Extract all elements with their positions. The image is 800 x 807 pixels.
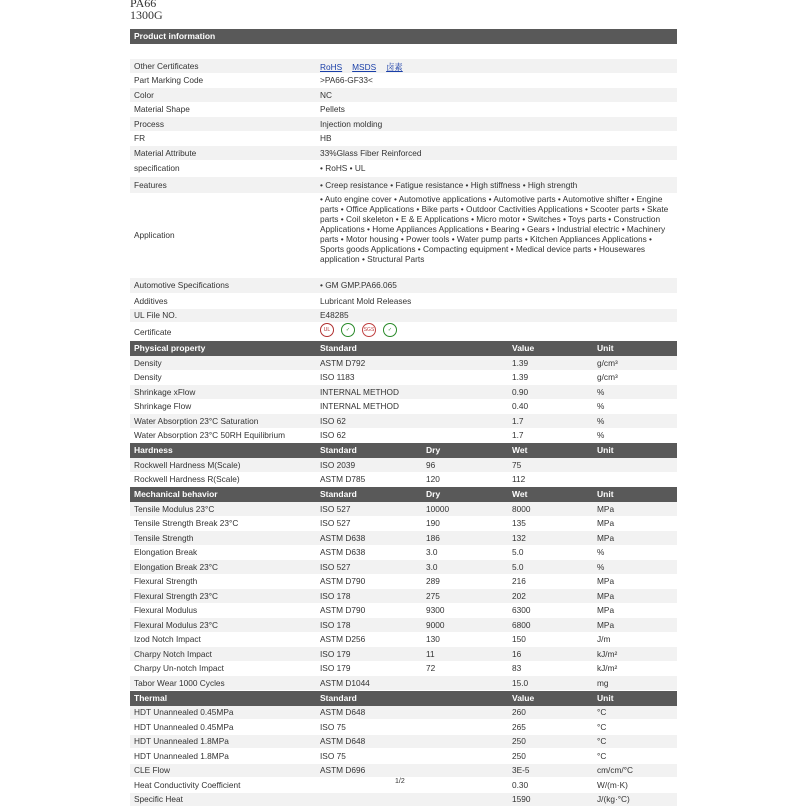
row-label: FR: [134, 133, 146, 144]
table-cell: 112: [512, 474, 526, 485]
table-cell: Water Absorption 23°C Saturation: [134, 415, 259, 426]
table-cell: Density: [134, 357, 162, 368]
table-cell: Shrinkage xFlow: [134, 386, 196, 397]
table-cell: ISO 179: [320, 648, 351, 659]
table-cell: ASTM D648: [320, 736, 366, 747]
table-cell: Rockwell Hardness R(Scale): [134, 474, 240, 485]
table-cell: g/cm³: [597, 372, 618, 383]
table-cell: ISO 2039: [320, 459, 356, 470]
table-cell: 15.0: [512, 677, 529, 688]
mechanical-row: [130, 647, 677, 662]
table-cell: ASTM D648: [320, 707, 366, 718]
table-cell: 186: [426, 532, 440, 543]
table-cell: MPa: [597, 518, 615, 529]
column-header: Unit: [597, 343, 614, 354]
table-cell: g/cm³: [597, 357, 618, 368]
certificate-link-0[interactable]: RoHS: [320, 62, 343, 72]
table-cell: 260: [512, 707, 526, 718]
mechanical-row: [130, 531, 677, 546]
table-cell: ISO 75: [320, 721, 346, 732]
column-header: Value: [512, 343, 535, 354]
document-header: [130, 0, 163, 21]
table-cell: INTERNAL METHOD: [320, 386, 399, 397]
table-cell: J/(kg·°C): [597, 794, 630, 805]
thermal-row: [130, 720, 677, 735]
table-cell: 0.90: [512, 386, 529, 397]
row-label: Automotive Specifications: [134, 280, 230, 291]
column-header: Unit: [597, 489, 614, 500]
table-cell: 9300: [426, 605, 445, 616]
info-row: [130, 88, 677, 103]
hardness-row: [130, 473, 677, 488]
mechanical-row: [130, 575, 677, 590]
mechanical-row: [130, 676, 677, 691]
table-cell: kJ/m²: [597, 648, 618, 659]
table-cell: MPa: [597, 605, 615, 616]
table-cell: Tensile Strength Break 23°C: [134, 518, 239, 529]
table-cell: 0.40: [512, 401, 529, 412]
table-cell: ISO 527: [320, 561, 351, 572]
column-header: Wet: [512, 489, 528, 500]
table-cell: Flexural Strength 23°C: [134, 590, 219, 601]
table-cell: Flexural Strength: [134, 576, 198, 587]
table-cell: Izod Notch Impact: [134, 634, 201, 645]
table-cell: Charpy Un-notch Impact: [134, 663, 224, 674]
table-cell: 216: [512, 576, 526, 587]
table-cell: Flexural Modulus 23°C: [134, 619, 219, 630]
column-header: Dry: [426, 489, 441, 500]
row-label: Part Marking Code: [134, 75, 204, 86]
table-cell: ASTM D638: [320, 532, 366, 543]
table-cell: °C: [597, 707, 607, 718]
table-cell: 130: [426, 634, 440, 645]
row-value: Injection molding: [320, 118, 383, 129]
table-cell: 289: [426, 576, 440, 587]
table-cell: Water Absorption 23°C 50RH Equilibrium: [134, 430, 286, 441]
table-cell: MPa: [597, 532, 615, 543]
row-label: Application: [134, 229, 175, 240]
certificate-badge-icon: SGS: [362, 323, 376, 337]
application-list: • Auto engine cover • Automotive applications • Automotive parts • Automotive shifter • Engine parts • Office Applications • Bike parts • Outdoor Cactivities Applications • Scooter parts • Skate parts • Coil skeleton • E & E Applications • Micro motor • Switches • Toys parts • Construction Applications • Home Appliances Applications • Bearing • Gears • Industrial electric • Machinery parts • Motor housing • Power tools • Water pump parts • Kitchen Appliances Applications • Sports goods Applications • Compacting equipment • Medical device parts • Housewares application • Structural Parts: [320, 193, 669, 264]
table-cell: %: [597, 430, 605, 441]
info-row: [130, 117, 677, 132]
table-cell: ASTM D792: [320, 357, 366, 368]
table-cell: ISO 527: [320, 518, 351, 529]
table-cell: 16: [512, 648, 522, 659]
table-cell: Shrinkage Flow: [134, 401, 192, 412]
row-value: Lubricant Mold Releases: [320, 295, 412, 306]
table-cell: Tensile Modulus 23°C: [134, 503, 215, 514]
table-cell: HDT Unannealed 0.45MPa: [134, 721, 234, 732]
table-cell: ISO 179: [320, 663, 351, 674]
column-header: Physical property: [134, 343, 206, 354]
column-header: Standard: [320, 343, 357, 354]
table-cell: ISO 75: [320, 750, 346, 761]
table-cell: %: [597, 561, 605, 572]
column-header: Thermal: [134, 692, 168, 703]
physical-row: [130, 414, 677, 429]
info-row: [130, 103, 677, 118]
mechanical-row: [130, 618, 677, 633]
section-title: Product information: [134, 31, 216, 41]
table-cell: 72: [426, 663, 436, 674]
table-cell: cm/cm/°C: [597, 765, 634, 776]
table-cell: Elongation Break: [134, 547, 198, 558]
row-label: Other Certificates: [134, 61, 199, 71]
info-row: [130, 146, 677, 161]
info-row: [130, 309, 677, 324]
hardness-row: [130, 458, 677, 473]
section-header-physical: [130, 341, 677, 356]
table-cell: Elongation Break 23°C: [134, 561, 219, 572]
table-cell: 1.39: [512, 372, 529, 383]
table-cell: HDT Unannealed 1.8MPa: [134, 736, 229, 747]
row-value: 33%Glass Fiber Reinforced: [320, 147, 422, 158]
physical-row: [130, 429, 677, 444]
table-cell: Rockwell Hardness M(Scale): [134, 459, 241, 470]
table-cell: Specific Heat: [134, 794, 183, 805]
table-cell: ASTM D790: [320, 605, 366, 616]
table-cell: HDT Unannealed 0.45MPa: [134, 707, 234, 718]
physical-row: [130, 356, 677, 371]
thermal-row: [130, 764, 677, 779]
table-cell: 3E-5: [512, 765, 530, 776]
mechanical-row: [130, 517, 677, 532]
table-cell: °C: [597, 721, 607, 732]
table-cell: 6300: [512, 605, 531, 616]
table-cell: 3.0: [426, 547, 438, 558]
table-cell: 150: [512, 634, 526, 645]
table-cell: 1.39: [512, 357, 529, 368]
datasheet: [130, 29, 677, 807]
row-certificate: [130, 323, 677, 341]
table-cell: ISO 178: [320, 590, 351, 601]
table-cell: 250: [512, 736, 526, 747]
table-cell: ISO 62: [320, 415, 346, 426]
column-header: Standard: [320, 692, 357, 703]
section-header-thermal: [130, 691, 677, 706]
table-cell: Heat Conductivity Coefficient: [134, 779, 241, 790]
table-cell: ISO 178: [320, 619, 351, 630]
table-cell: Tabor Wear 1000 Cycles: [134, 677, 225, 688]
row-value: NC: [320, 89, 332, 100]
thermal-row: [130, 735, 677, 750]
physical-row: [130, 400, 677, 415]
table-cell: ISO 62: [320, 430, 346, 441]
table-cell: 0.30: [512, 779, 529, 790]
mechanical-row: [130, 633, 677, 648]
table-cell: °C: [597, 750, 607, 761]
table-cell: J/m: [597, 634, 611, 645]
section-header-product-info: [130, 29, 677, 44]
row-label: Color: [134, 89, 154, 100]
row-value: E48285: [320, 310, 349, 321]
row-value: • GM GMP.PA66.065: [320, 280, 397, 291]
row-label: Certificate: [134, 327, 172, 338]
column-header: Wet: [512, 445, 528, 456]
table-cell: Tensile Strength: [134, 532, 194, 543]
table-cell: ISO 527: [320, 503, 351, 514]
table-cell: W/(m·K): [597, 779, 628, 790]
table-cell: Charpy Notch Impact: [134, 648, 212, 659]
certificate-badge-icon: ✓: [383, 323, 397, 337]
row-value: • Creep resistance • Fatigue resistance • High stiffness • High strength: [320, 179, 578, 190]
table-cell: 1590: [512, 794, 531, 805]
table-cell: ASTM D256: [320, 634, 366, 645]
table-cell: 5.0: [512, 547, 524, 558]
physical-row: [130, 371, 677, 386]
material-name: PA66: [130, 0, 157, 10]
table-cell: CLE Flow: [134, 765, 170, 776]
row-label: Process: [134, 118, 164, 129]
table-cell: 265: [512, 721, 526, 732]
table-cell: 83: [512, 663, 522, 674]
column-header: Standard: [320, 489, 357, 500]
section-header-hardness: [130, 443, 677, 458]
table-cell: MPa: [597, 619, 615, 630]
table-cell: 202: [512, 590, 526, 601]
table-cell: %: [597, 401, 605, 412]
table-cell: Flexural Modulus: [134, 605, 198, 616]
row-value: HB: [320, 133, 332, 144]
info-row: [130, 278, 677, 295]
table-cell: 10000: [426, 503, 450, 514]
certificate-link-1[interactable]: MSDS: [352, 62, 377, 72]
certificate-link-2[interactable]: 卤素: [386, 62, 403, 72]
certificate-badge-icon: UL: [320, 323, 334, 337]
table-cell: 9000: [426, 619, 445, 630]
table-cell: 3.0: [426, 561, 438, 572]
mechanical-row: [130, 502, 677, 517]
section-header-mechanical: [130, 487, 677, 502]
table-cell: %: [597, 386, 605, 397]
table-cell: 132: [512, 532, 526, 543]
column-header: Unit: [597, 445, 614, 456]
table-cell: MPa: [597, 576, 615, 587]
mechanical-row: [130, 560, 677, 575]
table-cell: MPa: [597, 590, 615, 601]
table-cell: ASTM D785: [320, 474, 366, 485]
table-cell: %: [597, 547, 605, 558]
column-header: Dry: [426, 445, 441, 456]
row-label: specification: [134, 163, 180, 174]
column-header: Mechanical behavior: [134, 489, 218, 500]
table-cell: INTERNAL METHOD: [320, 401, 399, 412]
column-header: Standard: [320, 445, 357, 456]
table-cell: 8000: [512, 503, 531, 514]
certificate-badge-icon: ✓: [341, 323, 355, 337]
info-row: [130, 294, 677, 309]
table-cell: 250: [512, 750, 526, 761]
mechanical-row: [130, 546, 677, 561]
table-cell: mg: [597, 677, 609, 688]
table-cell: 135: [512, 518, 526, 529]
table-cell: 120: [426, 474, 440, 485]
table-cell: HDT Unannealed 1.8MPa: [134, 750, 229, 761]
row-label: Additives: [134, 295, 168, 306]
info-row: [130, 132, 677, 147]
thermal-row: [130, 749, 677, 764]
table-cell: MPa: [597, 503, 615, 514]
table-cell: %: [597, 415, 605, 426]
table-cell: 1.7: [512, 430, 524, 441]
row-value: Pellets: [320, 104, 345, 115]
column-header: Unit: [597, 692, 614, 703]
table-cell: kJ/m²: [597, 663, 618, 674]
mechanical-row: [130, 589, 677, 604]
spacer-row: [130, 44, 677, 59]
row-application: [130, 194, 677, 278]
row-other-certificates: [130, 59, 677, 74]
table-cell: 275: [426, 590, 440, 601]
table-cell: 6800: [512, 619, 531, 630]
row-value: >PA66-GF33<: [320, 75, 373, 86]
mechanical-row: [130, 604, 677, 619]
info-row: [130, 161, 677, 178]
row-label: UL File NO.: [134, 310, 178, 321]
row-label: Material Shape: [134, 104, 190, 115]
mechanical-row: [130, 662, 677, 677]
row-label: Material Attribute: [134, 147, 197, 158]
table-cell: ASTM D696: [320, 765, 366, 776]
table-cell: 75: [512, 459, 522, 470]
table-cell: 190: [426, 518, 440, 529]
table-cell: 11: [426, 648, 435, 659]
column-header: Hardness: [134, 445, 173, 456]
row-label: Features: [134, 179, 167, 190]
info-row: [130, 74, 677, 89]
row-value: • RoHS • UL: [320, 163, 366, 174]
grade-name: 1300G: [130, 8, 163, 22]
table-cell: °C: [597, 736, 607, 747]
table-cell: Density: [134, 372, 162, 383]
certificate-links: [320, 61, 413, 73]
table-cell: 1.7: [512, 415, 524, 426]
table-cell: ASTM D638: [320, 547, 366, 558]
table-cell: ASTM D790: [320, 576, 366, 587]
table-cell: 96: [426, 459, 436, 470]
physical-row: [130, 385, 677, 400]
table-cell: ASTM D1044: [320, 677, 370, 688]
page-number: 1/2: [395, 778, 405, 785]
column-header: Value: [512, 692, 535, 703]
info-row: [130, 177, 677, 194]
thermal-row: [130, 706, 677, 721]
table-cell: 5.0: [512, 561, 524, 572]
table-cell: ISO 1183: [320, 372, 355, 383]
